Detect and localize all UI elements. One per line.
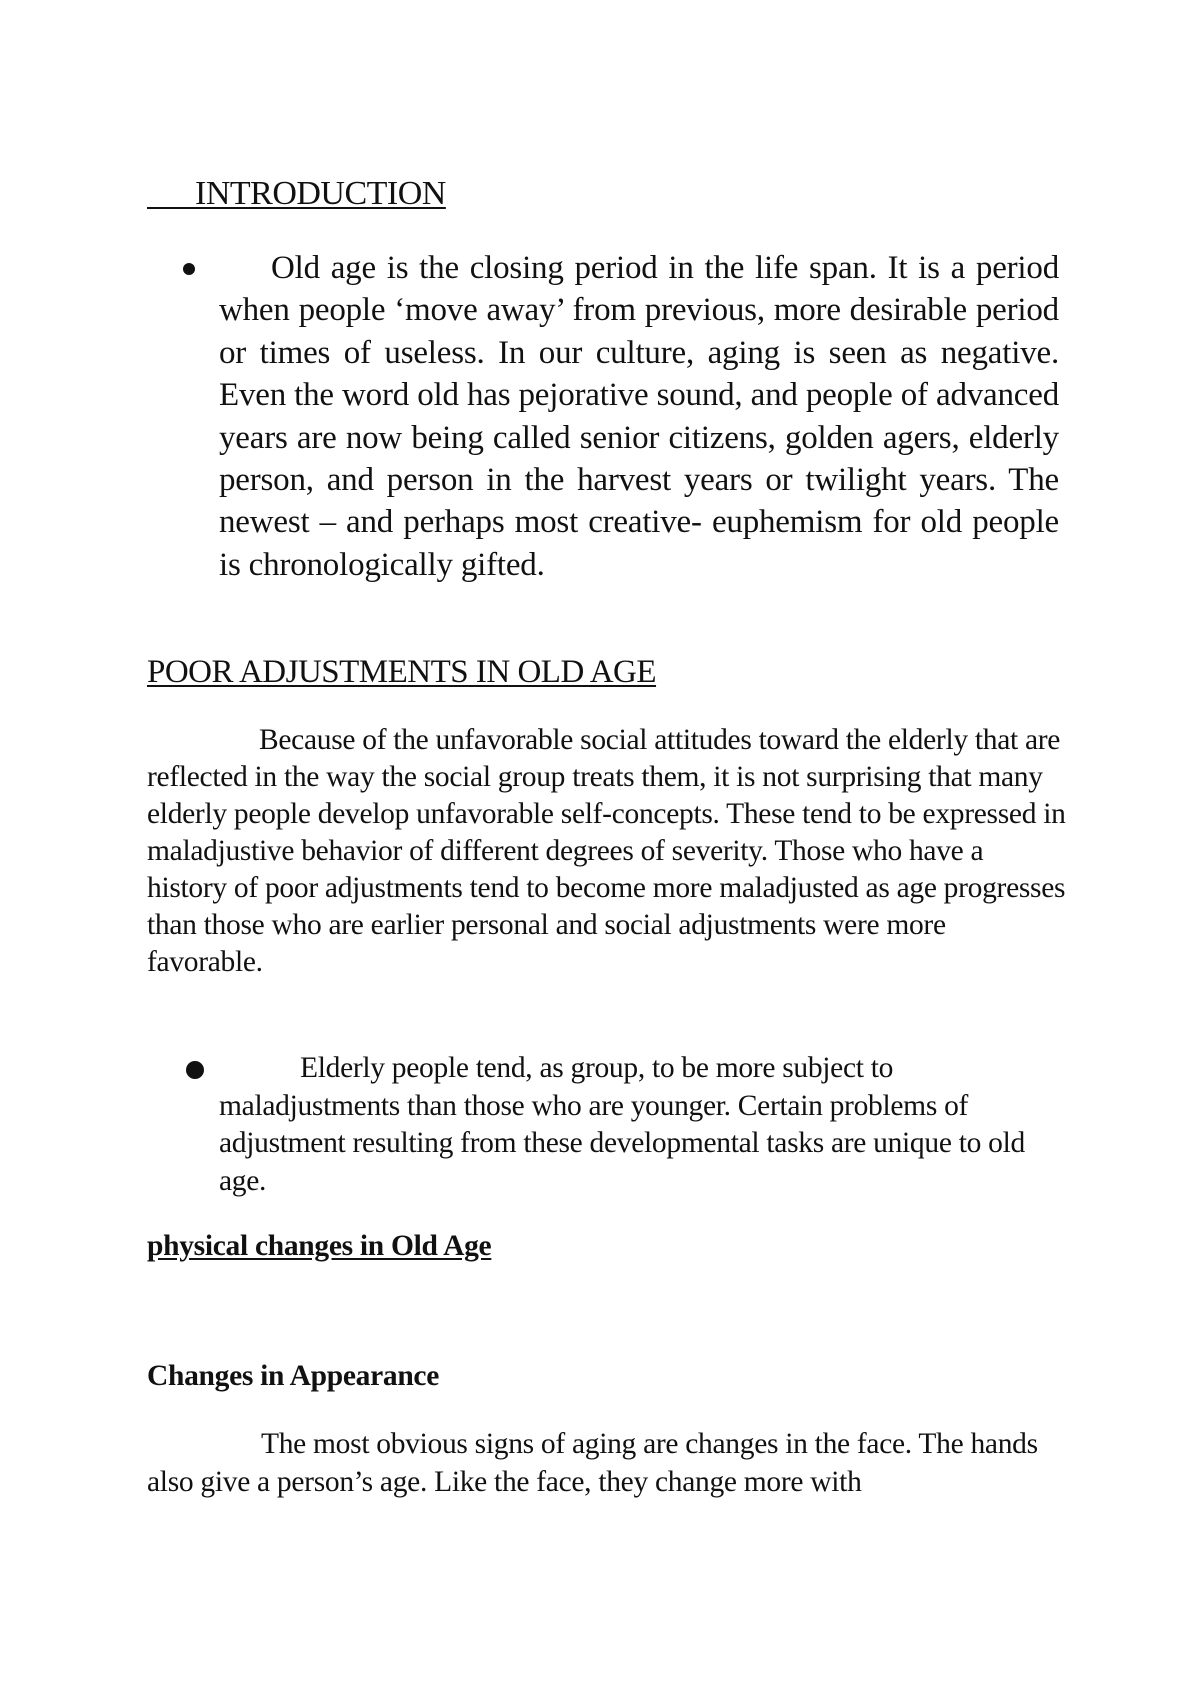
bullet-icon — [183, 263, 195, 275]
physical-changes-heading: physical changes in Old Age — [147, 1230, 492, 1262]
elderly-maladjustment-paragraph: Elderly people tend, as group, to be more subject to maladjustments than those who are younger. Certain problems of adjustment resulting from these developmental tasks are unique to old age. — [219, 1052, 1025, 1197]
poor-adjustments-paragraph: Because of the unfavorable social attitudes toward the elderly that are reflected in the way the social group treats them, it is not surprising that many elderly people develop unfavorable self-concepts. These tend to be expressed in maladjustive behavior of different degrees of severity. Those who have a history of poor adjustments tend to become more maladjusted as age progresses than those who are earlier personal and social adjustments were more favorable. — [147, 724, 1066, 978]
bullet-icon — [186, 1061, 204, 1079]
poor-adjustments-heading: POOR ADJUSTMENTS IN OLD AGE — [147, 654, 657, 690]
introduction-paragraph: Old age is the closing period in the life span. It is a period when people ‘move away’ from previous, more desirable period or times of useless. In our culture, aging is seen as negative. Even the word old has pejorative sound, and people of advanced years are now being called senior citizens, golden agers, elderly person, and person in the harvest years or twilight years. The newest – and perhaps most creative- euphemism for old people is chronologically gifted. — [219, 250, 1059, 583]
changes-in-appearance-heading: Changes in Appearance — [147, 1360, 440, 1392]
appearance-paragraph: The most obvious signs of aging are changes in the face. The hands also give a person’s age. Like the face, they change more with — [147, 1428, 1038, 1498]
introduction-heading: INTRODUCTION — [195, 175, 446, 212]
